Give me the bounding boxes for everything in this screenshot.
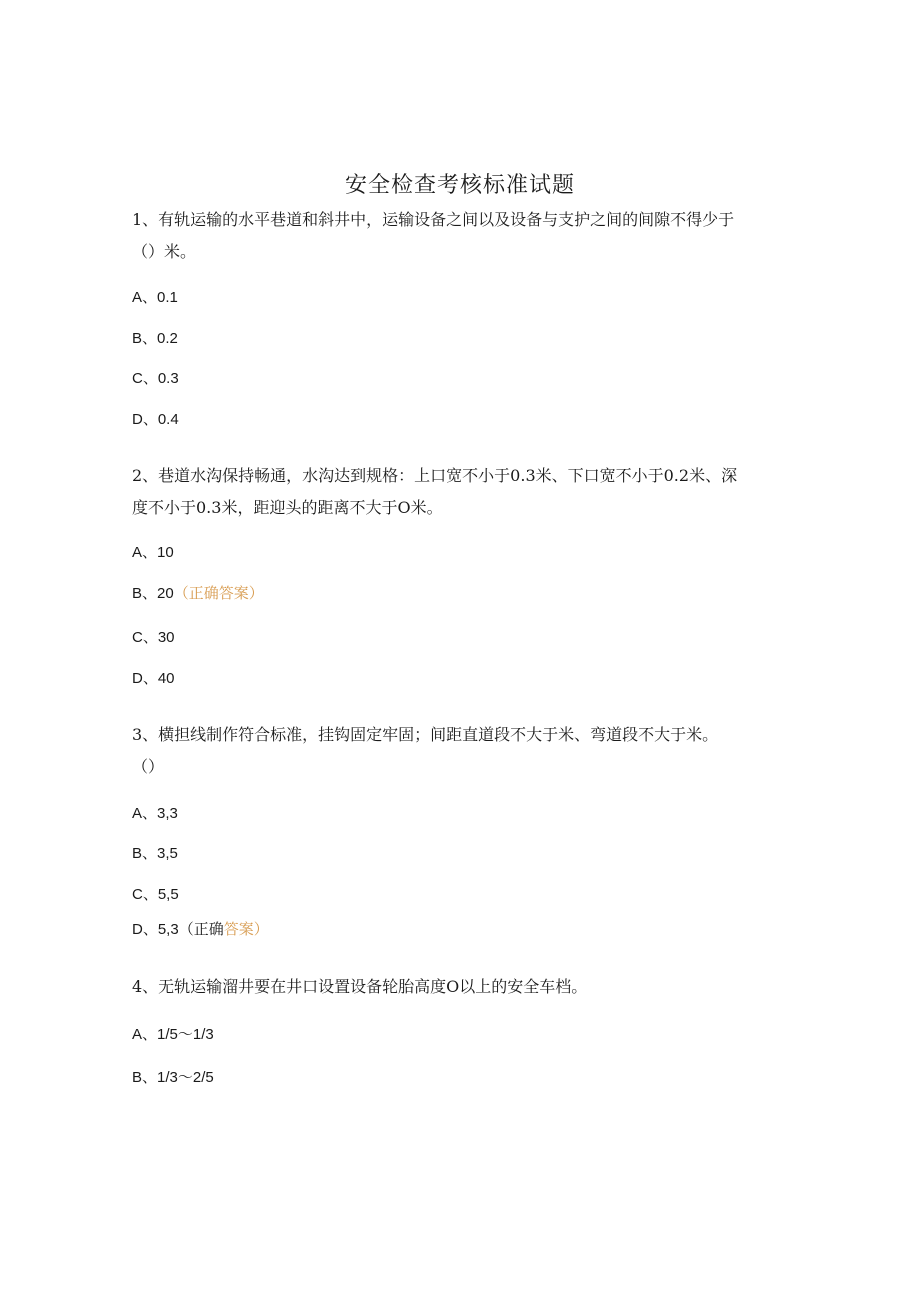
question-4-option-a: A、1/5～1/3 <box>132 1026 214 1043</box>
question-1-text-line1: 1、有轨运输的水平巷道和斜井中，运输设备之间以及设备与支护之间的间隙不得少于 <box>132 210 735 229</box>
question-3-option-c: C、5,5 <box>132 886 179 903</box>
question-2-option-b: B、20 <box>132 585 174 602</box>
question-3-option-a: A、3,3 <box>132 805 178 822</box>
question-2-option-a: A、10 <box>132 544 174 561</box>
question-3 <box>132 719 792 783</box>
question-3-option-d: D、5,3 <box>132 921 179 938</box>
correct-answer-note-suffix: 答案） <box>223 920 269 938</box>
page-title: 安全检查考核标准试题 <box>344 173 575 198</box>
question-2-text-line2: 度不小于0.3米，距迎头的距离不大于O米。 <box>132 498 443 517</box>
question-1-option-c: C、0.3 <box>132 370 179 387</box>
question-2 <box>132 460 792 524</box>
question-1-option-b: B、0.2 <box>132 330 178 347</box>
correct-answer-note-prefix: （正确 <box>178 920 224 938</box>
question-1-option-a: A、0.1 <box>132 289 178 306</box>
question-3-text-line2: （） <box>132 757 165 776</box>
question-3-text-line1: 3、横担线制作符合标准，挂钩固定牢固；间距直道段不大于米、弯道段不大于米。 <box>132 725 719 744</box>
question-2-option-b-row <box>132 581 264 606</box>
question-2-text-line1: 2、巷道水沟保持畅通，水沟达到规格：上口宽不小于0.3米、下口宽不小于0.2米、深 <box>132 466 738 485</box>
question-4-option-b: B、1/3～2/5 <box>132 1069 214 1086</box>
question-2-option-d: D、40 <box>132 670 175 687</box>
correct-answer-note: （正确答案） <box>173 584 264 602</box>
question-1-option-d: D、0.4 <box>132 411 179 428</box>
question-4-text-line1: 4、无轨运输溜井要在井口设置设备轮胎高度O以上的安全车档。 <box>132 977 588 996</box>
question-2-option-c: C、30 <box>132 629 175 646</box>
question-1 <box>132 204 792 268</box>
question-1-text-line2: （）米。 <box>132 242 197 261</box>
question-3-option-d-row <box>132 917 269 942</box>
question-4 <box>132 971 792 1003</box>
question-3-option-b: B、3,5 <box>132 845 178 862</box>
